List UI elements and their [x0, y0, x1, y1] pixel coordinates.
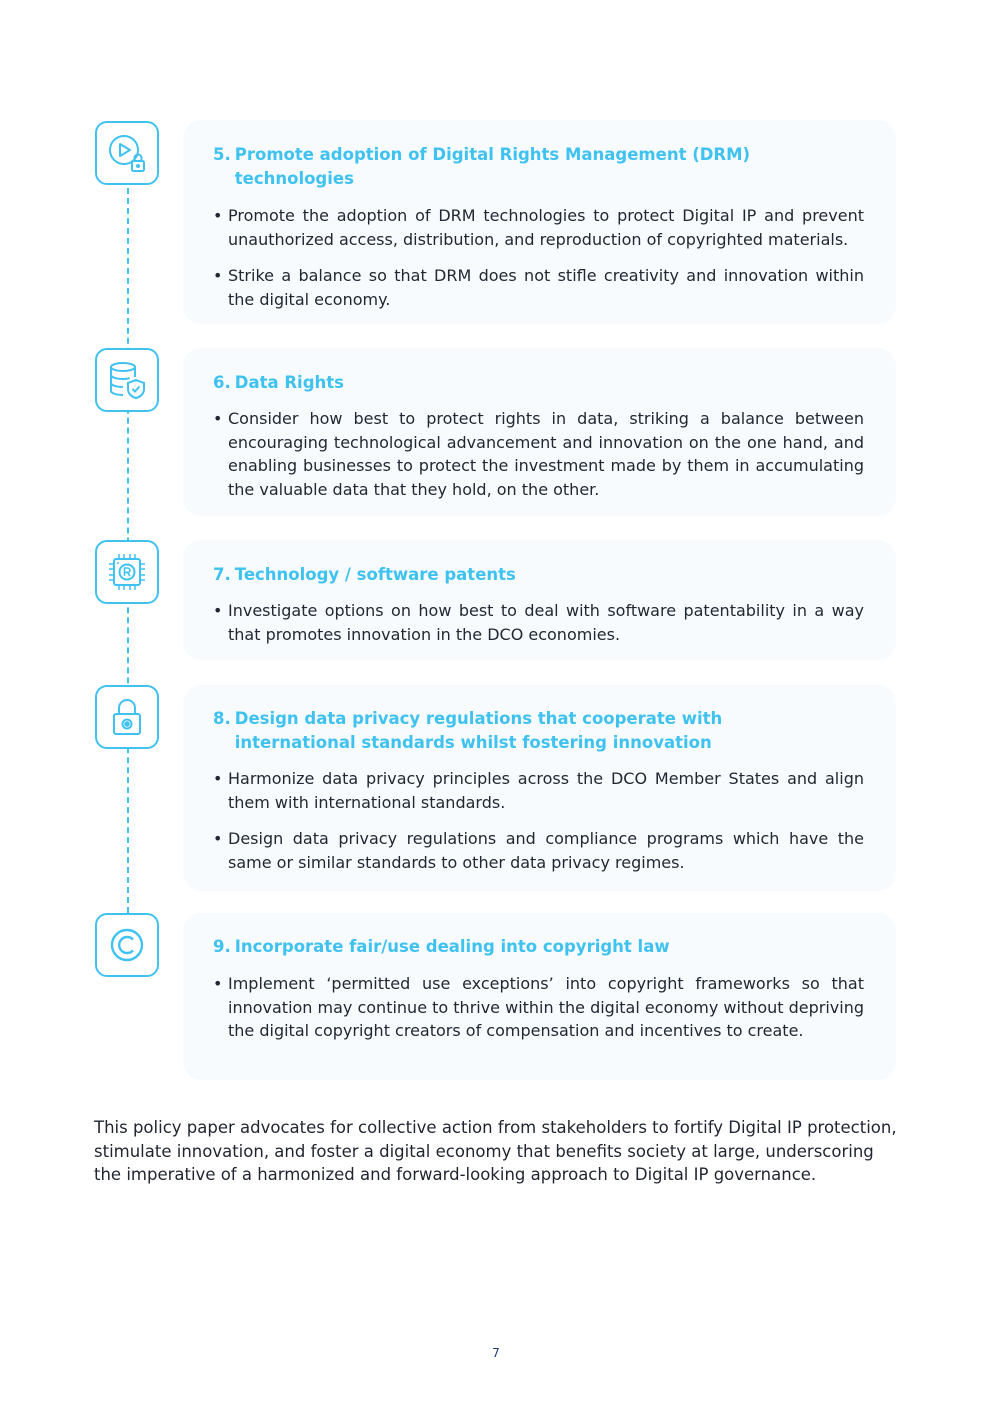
list-item: • Harmonize data privacy principles across the DCO Member States and align them with international standards.: [213, 767, 864, 814]
section-8-card: [183, 685, 896, 891]
bullet-list: [213, 407, 864, 501]
bullet-list: [213, 599, 864, 646]
bullet-list: [213, 767, 864, 874]
section-number: 9.: [213, 937, 231, 956]
section-title: [213, 143, 864, 191]
section-title-text: Data Rights: [234, 373, 344, 392]
section-title-text: Design data privacy regulations that cooperate with international standards whilst fostering innovation: [234, 709, 723, 752]
section-number: 8.: [213, 709, 231, 728]
section-title-text: Technology / software patents: [234, 565, 516, 584]
list-item: • Implement ‘permitted use exceptions’ into copyright frameworks so that innovation may continue to thrive within the digital economy without depriving the digital copyright creators of compensation and incentives to create.: [213, 972, 864, 1043]
database-shield-icon: [95, 348, 159, 412]
bullet-list: [213, 204, 864, 311]
section-title: [213, 371, 864, 395]
section-title-text: Incorporate fair/use dealing into copyright law: [234, 937, 670, 956]
closing-paragraph: This policy paper advocates for collective action from stakeholders to fortify Digital IP protection, stimulate innovation, and foster a digital economy that benefits society at large, underscoring the imperative of a harmonized and forward-looking approach to Digital IP governance.: [94, 1118, 897, 1184]
list-item: • Strike a balance so that DRM does not stifle creativity and innovation within the digital economy.: [213, 264, 864, 311]
bullet-list: [213, 972, 864, 1043]
section-number: 7.: [213, 565, 231, 584]
section-6-card: [183, 348, 896, 516]
section-title-text: Promote adoption of Digital Rights Management (DRM) technologies: [234, 145, 751, 188]
padlock-icon: [95, 685, 159, 749]
list-item: • Investigate options on how best to deal with software patentability in a way that promotes innovation in the DCO economies.: [213, 599, 864, 646]
list-item: • Consider how best to protect rights in data, striking a balance between encouraging technological advancement and innovation on the one hand, and enabling businesses to protect the investment made by them in accumulating the valuable data that they hold, on the other.: [213, 407, 864, 501]
section-9-card: [183, 913, 896, 1080]
list-item: • Design data privacy regulations and compliance programs which have the same or similar standards to other data privacy regimes.: [213, 827, 864, 874]
chip-registered-icon: [95, 540, 159, 604]
page-number: 7: [492, 1346, 500, 1360]
section-5-card: [183, 120, 896, 324]
section-title: [213, 935, 864, 959]
section-title: [213, 563, 864, 587]
section-7-card: [183, 540, 896, 660]
list-item: • Promote the adoption of DRM technologies to protect Digital IP and prevent unauthorized access, distribution, and reproduction of copyrighted materials.: [213, 204, 864, 251]
copyright-icon: [95, 913, 159, 977]
section-title: [213, 707, 864, 755]
section-number: 6.: [213, 373, 231, 392]
section-number: 5.: [213, 145, 231, 164]
play-lock-icon: [95, 121, 159, 185]
